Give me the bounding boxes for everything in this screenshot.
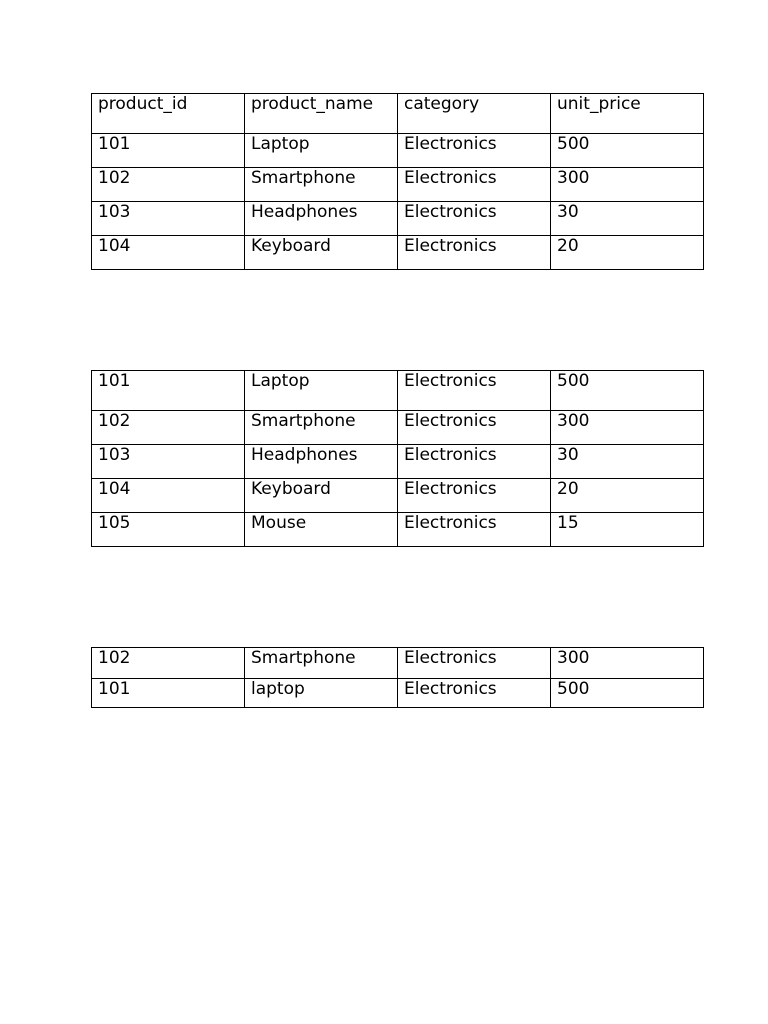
table-row [92,202,704,236]
header-cell-category: category [398,94,551,134]
cell-category: Electronics [398,479,551,513]
cell-category: Electronics [398,202,551,236]
cell-category: Electronics [398,411,551,445]
cell-product-id: 101 [92,371,245,411]
cell-category: Electronics [398,134,551,168]
cell-unit-price: 500 [551,134,704,168]
cell-unit-price: 20 [551,236,704,270]
cell-category: Electronics [398,371,551,411]
table-row [92,411,704,445]
cell-product-name: Headphones [245,202,398,236]
cell-product-name: Mouse [245,513,398,547]
cell-product-id: 104 [92,236,245,270]
cell-product-name: Smartphone [245,411,398,445]
cell-unit-price: 30 [551,202,704,236]
cell-product-id: 103 [92,445,245,479]
cell-product-id: 101 [92,679,245,708]
table-row [92,134,704,168]
header-cell-product-name: product_name [245,94,398,134]
cell-product-name: laptop [245,679,398,708]
table-row [92,648,704,679]
cell-product-id: 102 [92,648,245,679]
products-table-2 [91,370,704,547]
table-row [92,479,704,513]
cell-product-name: Smartphone [245,168,398,202]
header-cell-unit-price: unit_price [551,94,704,134]
table-row [92,236,704,270]
cell-product-name: Laptop [245,371,398,411]
header-cell-product-id: product_id [92,94,245,134]
cell-unit-price: 500 [551,371,704,411]
cell-product-name: Keyboard [245,236,398,270]
table-row [92,168,704,202]
table-row [92,445,704,479]
table-row [92,513,704,547]
cell-category: Electronics [398,513,551,547]
cell-unit-price: 30 [551,445,704,479]
table-row [92,679,704,708]
cell-unit-price: 300 [551,648,704,679]
table-header-row [92,94,704,134]
cell-category: Electronics [398,236,551,270]
cell-category: Electronics [398,445,551,479]
cell-category: Electronics [398,168,551,202]
cell-product-name: Headphones [245,445,398,479]
table-row [92,371,704,411]
cell-product-id: 102 [92,168,245,202]
cell-product-id: 102 [92,411,245,445]
cell-unit-price: 20 [551,479,704,513]
cell-category: Electronics [398,648,551,679]
cell-product-name: Smartphone [245,648,398,679]
cell-unit-price: 300 [551,411,704,445]
cell-product-id: 104 [92,479,245,513]
cell-unit-price: 15 [551,513,704,547]
cell-product-name: Keyboard [245,479,398,513]
cell-product-name: Laptop [245,134,398,168]
products-table-3 [91,647,704,708]
products-table-1 [91,93,704,270]
cell-unit-price: 500 [551,679,704,708]
cell-category: Electronics [398,679,551,708]
cell-unit-price: 300 [551,168,704,202]
cell-product-id: 103 [92,202,245,236]
cell-product-id: 101 [92,134,245,168]
cell-product-id: 105 [92,513,245,547]
